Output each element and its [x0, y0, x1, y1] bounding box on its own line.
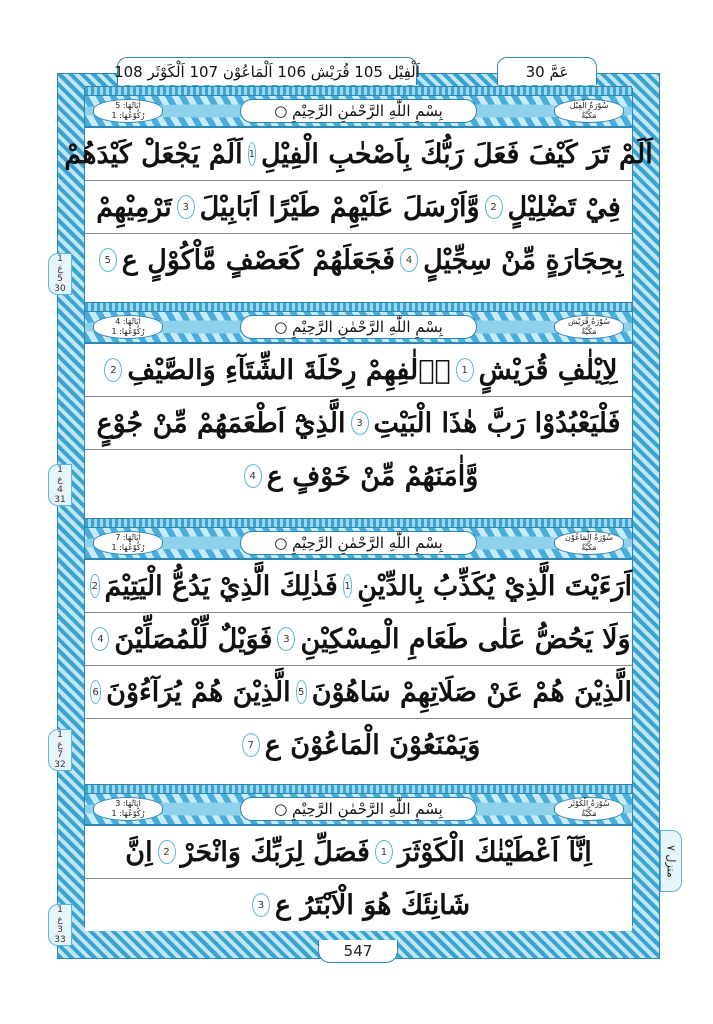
ruku-marker-glyph: ع [57, 915, 63, 925]
verse-text: لِاِيْلٰفِ قُرَيْشٍ [478, 354, 618, 386]
verse-line [85, 719, 632, 771]
surah-heading-row [85, 96, 632, 128]
verse-text: فَجَعَلَهُمْ كَعَصْفٍ مَّاْكُوْلٍ ع [121, 244, 396, 276]
verse-line [85, 560, 632, 613]
ayah-number-marker: 2 [158, 840, 176, 864]
verse-text: الَّذِيْٓ اَطْعَمَهُمْ مِّنْ جُوْعٍ [96, 407, 346, 439]
bismillah: بِسْمِ اللّٰهِ الرَّحْمٰنِ الرَّحِيْمِ ○ [240, 99, 477, 123]
verse-text: وَيَمْنَعُوْنَ الْمَاعُوْنَ ع [264, 729, 481, 761]
surah-section [85, 302, 632, 502]
ruku-count: رُكُوْعُهَا: 1 [111, 809, 145, 818]
ruku-marker [48, 464, 72, 506]
ruku-marker-glyph: ع [57, 740, 63, 750]
ruku-marker-top: 1 [57, 465, 63, 475]
ruku-marker [48, 253, 72, 295]
verse-line [85, 234, 632, 286]
ornamental-band [85, 518, 632, 528]
ornamental-band [85, 784, 632, 794]
surah-name-box [554, 531, 624, 555]
verse-line [85, 344, 632, 397]
ayah-number-marker: 2 [90, 574, 100, 598]
verse-line [64, 128, 653, 181]
bismillah: بِسْمِ اللّٰهِ الرَّحْمٰنِ الرَّحِيْمِ ○ [240, 531, 477, 555]
verse-text: الَّذِيْنَ هُمْ عَنْ صَلَاتِهِمْ سَاهُوْنَ [311, 676, 632, 708]
verse-text: فَوَيْلٌ لِّلْمُصَلِّيْنَ [114, 623, 273, 655]
surah-name: سُوْرَةُ الْمَاعُوْن [565, 533, 613, 542]
ayah-number-marker: 1 [248, 142, 256, 166]
ayah-number-marker: 2 [104, 358, 122, 382]
surah-heading-row [85, 312, 632, 344]
ayah-number-marker: 7 [242, 733, 260, 757]
ruku-marker [48, 729, 72, 771]
ayah-number-marker: 3 [351, 411, 369, 435]
verse-text: اِنَّآ اَعْطَيْنٰكَ الْكَوْثَرَ [397, 836, 592, 868]
verse-line [85, 826, 632, 879]
ayat-count: اٰيَاتُهَا: 5 [115, 101, 141, 110]
ruku-marker-bottom: 32 [54, 760, 66, 770]
surah-name: سُوْرَةُ قُرَيْش [567, 317, 611, 326]
ruku-count: رُكُوْعُهَا: 1 [111, 111, 145, 120]
ayah-number-marker: 4 [400, 248, 418, 272]
ayah-number-marker: 5 [296, 680, 307, 704]
verse-text: فِيْ تَضْلِيْلٍ [507, 191, 621, 223]
surah-section [85, 518, 632, 771]
ruku-marker-glyph: ع [57, 475, 63, 485]
ayat-count: اٰيَاتُهَا: 4 [115, 317, 141, 326]
verse-text: تَرْمِيْهِمْ [96, 191, 172, 223]
ayat-ruku-count-box [93, 315, 163, 339]
verse-line [85, 450, 632, 502]
verse-text: اَلَمْ تَرَ كَيْفَ فَعَلَ رَبُّكَ بِاَصْحٰبِ الْفِيْلِ [260, 138, 653, 170]
ruku-marker-top: 1 [57, 254, 63, 264]
verse-text: اٖلٰفِهِمْ رِحْلَةَ الشِّتَآءِ وَالصَّيْفِ [127, 354, 451, 386]
ruku-marker-bottom: 33 [54, 935, 66, 945]
ayah-number-marker: 1 [456, 358, 474, 382]
ayat-ruku-count-box [93, 99, 163, 123]
ayah-number-marker: 2 [485, 195, 503, 219]
ruku-marker-mid: 7 [57, 750, 63, 760]
ruku-count: رُكُوْعُهَا: 1 [111, 543, 145, 552]
surah-section [85, 784, 632, 931]
ornamental-band [85, 302, 632, 312]
verse-text: فَذٰلِكَ الَّذِيْ يَدُعُّ الْيَتِيْمَ [104, 570, 338, 602]
ayat-ruku-count-box [93, 531, 163, 555]
verse-text: فَلْيَعْبُدُوْا رَبَّ هٰذَا الْبَيْتِ [373, 407, 621, 439]
verse-text: شَانِئَكَ هُوَ الْاَبْتَرُ ع [274, 889, 471, 921]
ruku-marker-bottom: 30 [54, 284, 66, 294]
ruku-marker-mid: 5 [57, 274, 63, 284]
ruku-marker-bottom: 31 [54, 495, 66, 505]
ayat-count: اٰيَاتُهَا: 3 [115, 799, 141, 808]
ayah-number-marker: 3 [277, 627, 295, 651]
bismillah: بِسْمِ اللّٰهِ الرَّحْمٰنِ الرَّحِيْمِ ○ [240, 315, 477, 339]
revelation-place: مَكِّيَّةٌ [581, 327, 597, 336]
surah-name-box [554, 99, 624, 123]
ruku-marker-mid: 4 [57, 485, 63, 495]
ornamental-band [85, 86, 632, 96]
page-number: 547 [318, 940, 398, 963]
ruku-marker-glyph: ع [57, 264, 63, 274]
verse-line [85, 613, 632, 666]
verse-text: وَلَا يَحُضُّ عَلٰى طَعَامِ الْمِسْكِيْنِ [300, 623, 631, 655]
ruku-count: رُكُوْعُهَا: 1 [111, 327, 145, 336]
ayah-number-marker: 3 [177, 195, 195, 219]
ayat-count: اٰيَاتُهَا: 7 [115, 533, 141, 542]
ayah-number-marker: 6 [90, 680, 101, 704]
surah-name: سُوْرَةُ الْكَوْثَر [568, 799, 610, 808]
verse-text: وَّاَرْسَلَ عَلَيْهِمْ طَيْرًا اَبَابِيْلَ [199, 191, 480, 223]
revelation-place: مَكِّيَّةٌ [581, 111, 597, 120]
ruku-marker-mid: 3 [57, 925, 63, 935]
verse-line [85, 879, 632, 931]
verse-text: بِحِجَارَةٍ مِّنْ سِجِّيْلٍ [423, 244, 624, 276]
ayah-number-marker: 1 [375, 840, 393, 864]
ayah-number-marker: 3 [252, 893, 270, 917]
manzil-marker: منزل ٧ [660, 830, 682, 892]
revelation-place: مَكِّيَّةٌ [581, 809, 597, 818]
verse-text: اَلَمْ يَجْعَلْ كَيْدَهُمْ [64, 138, 243, 170]
verse-text: الَّذِيْنَ هُمْ يُرَآءُوْنَ [106, 676, 291, 708]
juz-header: عَمَّ 30 [497, 57, 597, 85]
verse-text: فَصَلِّ لِرَبِّكَ وَانْحَرْ [180, 836, 370, 868]
verse-text: اَرَءَيْتَ الَّذِيْ يُكَذِّبُ بِالدِّيْنِ [357, 570, 632, 602]
verse-text: اِنَّ [125, 836, 153, 868]
surah-name-box [554, 797, 624, 821]
verse-line [85, 181, 632, 234]
surah-heading-row [85, 528, 632, 560]
ruku-marker [48, 904, 72, 946]
verse-text: وَّاٰمَنَهُمْ مِّنْ خَوْفٍ ع [266, 460, 479, 492]
surah-name-box [554, 315, 624, 339]
surah-section [64, 86, 653, 286]
surah-heading-row [85, 794, 632, 826]
ayah-number-marker: 4 [91, 627, 109, 651]
verse-line [85, 397, 632, 450]
surah-list-header: اَلْفِيْل 105 قُرَيْش 106 اَلْمَاعُوْن 107 اَلْكَوْثَر 108 [117, 57, 417, 85]
ayat-ruku-count-box [93, 797, 163, 821]
verse-line [85, 666, 632, 719]
ruku-marker-top: 1 [57, 905, 63, 915]
ayah-number-marker: 5 [99, 248, 117, 272]
ayah-number-marker: 1 [343, 574, 353, 598]
ruku-marker-top: 1 [57, 730, 63, 740]
revelation-place: مَكِّيَّةٌ [581, 543, 597, 552]
surah-name: سُوْرَةُ الْفِيْل [569, 101, 609, 110]
bismillah: بِسْمِ اللّٰهِ الرَّحْمٰنِ الرَّحِيْمِ ○ [240, 797, 477, 821]
ayah-number-marker: 4 [244, 464, 262, 488]
